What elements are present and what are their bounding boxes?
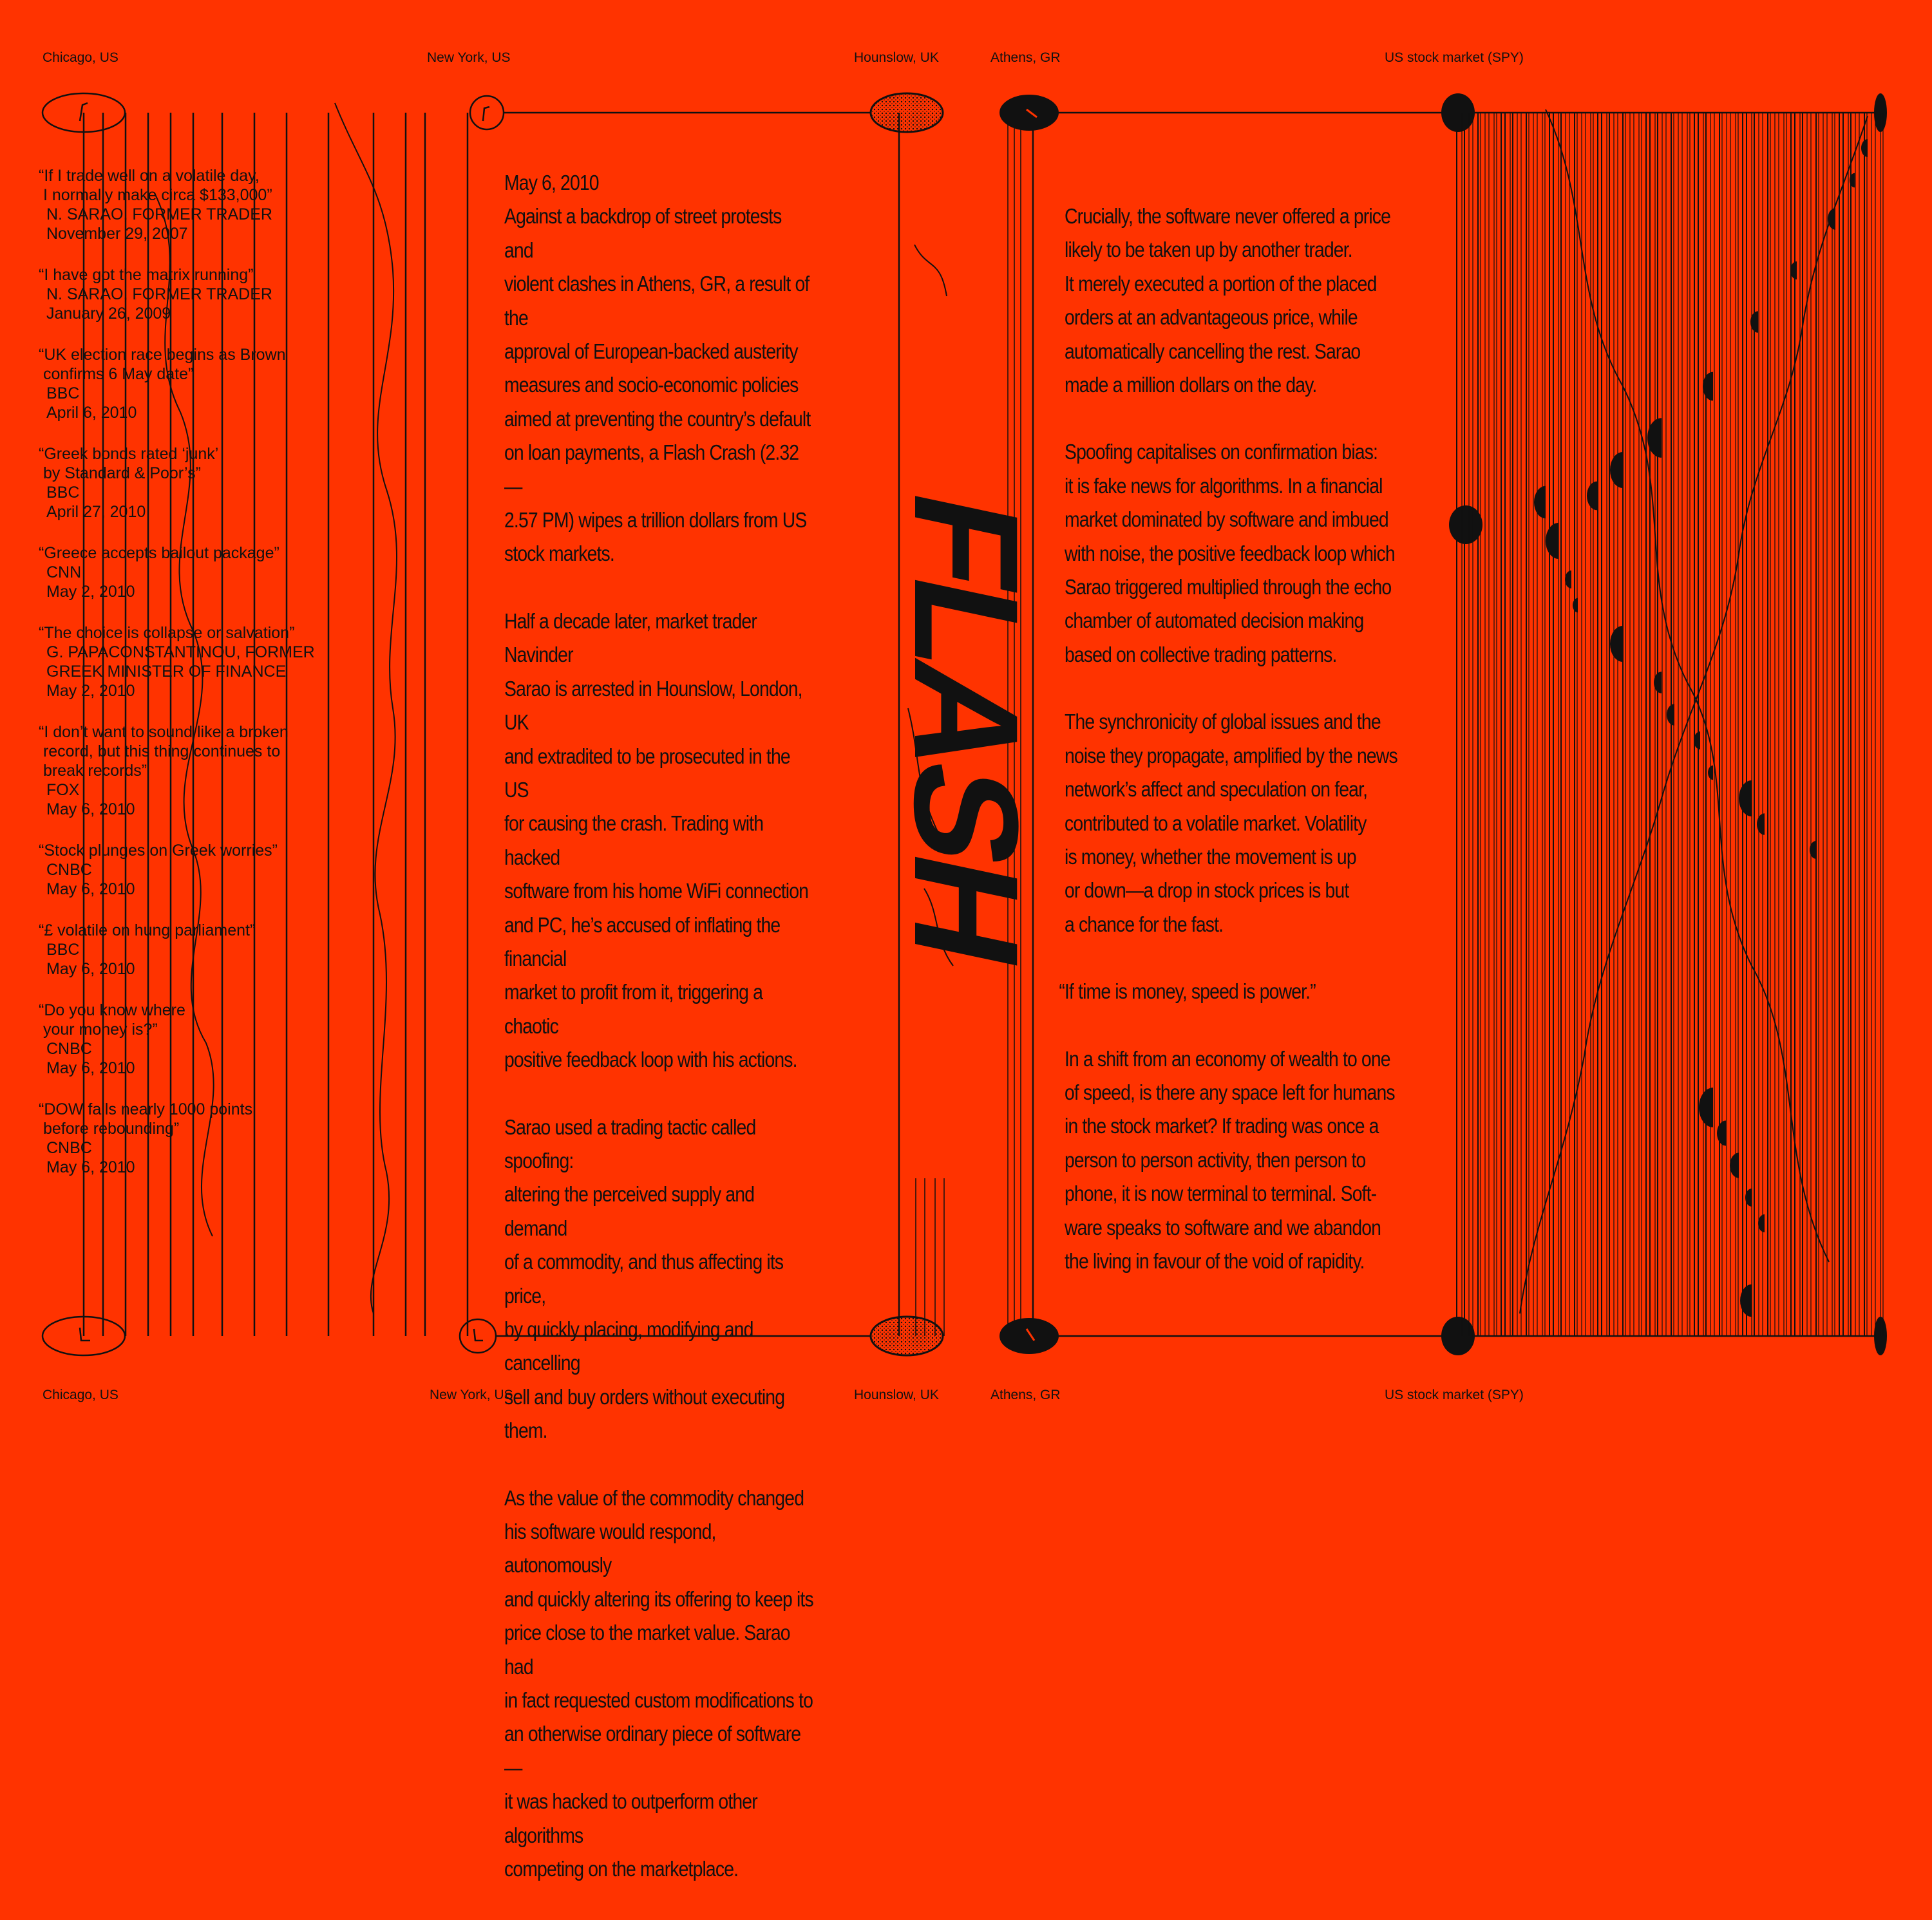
- market-tick-mark: [1708, 766, 1713, 780]
- quote-item: [39, 841, 399, 899]
- article-paragraph-6: Spoofing capitalises on confirmation bias: it is fake news for algorithms. In a financial market dominated by software and imbued with noise, the positive feedback loop which Sarao triggered multiplied through the echo chamber of automated decision making based on collective trading patterns.: [1065, 440, 1395, 666]
- article-column-1: [504, 166, 815, 1920]
- quote-item: [39, 1100, 399, 1177]
- quote-text: “The choice is collapse or salvation”: [39, 624, 295, 642]
- quote-source: CNBC: [46, 1139, 92, 1157]
- quote-item: [39, 1001, 399, 1078]
- location-hounslow-top: Hounslow, UK: [854, 50, 939, 65]
- market-tick-mark: [1610, 626, 1623, 662]
- quote-text: “Greece accepts bailout package”: [39, 544, 279, 562]
- market-tick-mark: [1739, 780, 1752, 816]
- quote-date: May 6, 2010: [46, 1059, 135, 1077]
- quote-date: May 6, 2010: [46, 880, 135, 898]
- article-column-2: [1059, 200, 1408, 1312]
- quote-text: “I have got the matrix running”: [39, 266, 254, 284]
- quote-date: May 6, 2010: [46, 960, 135, 978]
- quote-source: N. SARAO, FORMER TRADER: [46, 285, 272, 303]
- location-spy-bottom: US stock market (SPY): [1385, 1388, 1524, 1402]
- quote-date: April 6, 2010: [46, 404, 137, 422]
- article-paragraph-1: Against a backdrop of street protests and violent clashes in Athens, GR, a result of the approval of European-backed austerity measures and socio-economic policies aimed at preventing the country’s default on loan payments, a Flash Crash (2.32— 2.57 PM) wipes a trillion dollars from US stock markets.: [504, 204, 811, 566]
- quote-date: May 6, 2010: [46, 800, 135, 818]
- market-tick-mark: [1573, 598, 1578, 612]
- market-tick-mark: [1587, 482, 1597, 511]
- market-tick-mark: [1610, 452, 1623, 488]
- market-tick-mark: [1861, 139, 1868, 157]
- quote-item: [39, 444, 399, 522]
- quote-date: May 2, 2010: [46, 583, 135, 601]
- quote-item: [39, 265, 399, 323]
- location-hounslow-bottom: Hounslow, UK: [854, 1388, 939, 1402]
- quote-text: “£ volatile on hung parliament”: [39, 921, 256, 939]
- quote-source: CNN: [46, 563, 82, 581]
- article-paragraph-2: Half a decade later, market trader Navinder Sarao is arrested in Hounslow, London, UK and extradited to be prosecuted in the US for causing the crash. Trading with hacked software from his home WiFi connection and PC, he’s accused of inflating the financial market to profit from it, triggering a chaotic positive feedback loop with his actions.: [504, 608, 809, 1072]
- market-tick-mark: [1546, 523, 1558, 559]
- quote-item: [39, 345, 399, 422]
- quote-item: [39, 722, 399, 819]
- quote-item: [39, 921, 399, 979]
- quote-date: May 6, 2010: [46, 1158, 135, 1176]
- location-newyork-top: New York, US: [427, 50, 511, 65]
- market-tick-mark: [1699, 1087, 1713, 1127]
- article-date: May 6, 2010: [504, 171, 599, 194]
- quote-date: November 29, 2007: [46, 225, 188, 243]
- quote-source: CNBC: [46, 1040, 92, 1058]
- quote-source: FOX: [46, 781, 80, 799]
- location-newyork-bottom: New York, US: [430, 1388, 513, 1402]
- market-tick-mark: [1703, 372, 1713, 401]
- location-chicago-top: Chicago, US: [43, 50, 118, 65]
- market-tick-mark: [1757, 813, 1765, 835]
- article-paragraph-8: In a shift from an economy of wealth to one of speed, is there any space left for humans in the stock market? If trading was once a person to person activity, then person to phone, it is now terminal to terminal. Soft- ware speaks to software and we abandon the living in favour of the void of rapidity.: [1065, 1046, 1395, 1273]
- quote-item: [39, 543, 399, 601]
- article-paragraph-4: As the value of the commodity changed his software would respond, autonomously and quickly altering its offering to keep its price close to the market value. Sarao had in fact requested custom modifications to an otherwise ordinary piece of software— it was hacked to outperform other algorithms competing on the marketplace.: [504, 1485, 813, 1881]
- quote-source: G. PAPACONSTANTINOU, FORMER GREEK MINISTER OF FINANCE: [46, 643, 315, 681]
- article-paragraph-3: Sarao used a trading tactic called spoofing: altering the perceived supply and demand of a commodity, and thus affecting its price, by quickly placing, modifying and cancelling sell and buy orders without executing them.: [504, 1115, 785, 1443]
- location-athens-top: Athens, GR: [990, 50, 1061, 65]
- quote-item: [39, 623, 399, 701]
- location-athens-bottom: Athens, GR: [990, 1388, 1061, 1402]
- market-tick-mark: [1828, 208, 1835, 230]
- market-tick-mark: [1730, 1153, 1739, 1178]
- flash-title-band: [884, 164, 1049, 1291]
- quote-text: “Greek bonds rated ‘junk’ by Standard & Poor’s”: [39, 445, 219, 482]
- pull-quote: “If time is money, speed is power.”: [1059, 979, 1316, 1004]
- article-paragraph-7: The synchronicity of global issues and the noise they propagate, amplified by the news network’s affect and speculation on fear, contributed to a volatile market. Volatility is money, whether the movement is up or down—a drop in stock prices is but a chance for the fast.: [1065, 710, 1397, 936]
- flash-title: FLASH: [884, 479, 1049, 976]
- quote-text: “Do you know where your money is?”: [39, 1001, 185, 1039]
- quote-text: “UK election race begins as Brown confirms 6 May date”: [39, 346, 286, 383]
- quote-text: “If I trade well on a volatile day, I normally make circa $133,000”: [39, 167, 272, 204]
- quote-source: BBC: [46, 941, 80, 959]
- market-tick-mark: [1667, 704, 1674, 726]
- market-tick-mark: [1740, 1285, 1752, 1317]
- market-tick-mark: [1717, 1120, 1726, 1145]
- quotes-list: [39, 166, 399, 1199]
- quote-item: [39, 166, 399, 243]
- quote-date: January 26, 2009: [46, 305, 171, 323]
- quote-source: N. SARAO, FORMER TRADER: [46, 205, 272, 223]
- market-tick-mark: [1534, 486, 1546, 518]
- quote-source: BBC: [46, 384, 80, 402]
- quote-source: CNBC: [46, 861, 92, 879]
- location-chicago-bottom: Chicago, US: [43, 1388, 118, 1402]
- quote-date: May 2, 2010: [46, 682, 135, 700]
- quote-date: April 27, 2010: [46, 503, 146, 521]
- quote-text: “I don’t want to sound like a broken record, but this thing continues to break records”: [39, 723, 289, 780]
- quote-text: “DOW falls nearly 1000 points before rebounding”: [39, 1100, 253, 1138]
- quote-source: BBC: [46, 484, 80, 502]
- quote-text: “Stock plunges on Greek worries”: [39, 842, 278, 860]
- location-spy-top: US stock market (SPY): [1385, 50, 1524, 65]
- article-paragraph-5: Crucially, the software never offered a price likely to be taken up by another trader. It merely executed a portion of the placed orders at an advantageous price, while automatically cancelling the rest. Sarao made a million dollars on the day.: [1065, 204, 1391, 397]
